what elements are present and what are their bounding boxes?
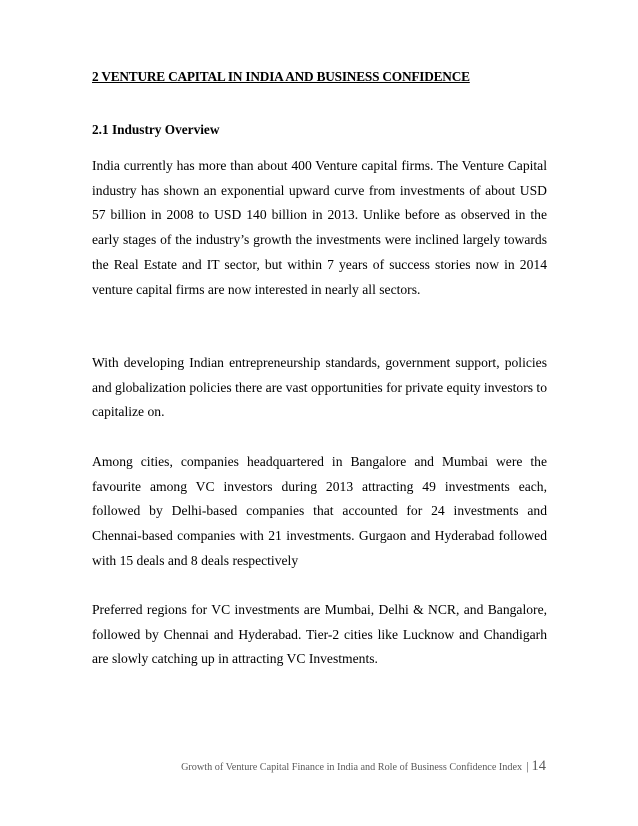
paragraph-regions: Preferred regions for VC investments are Mumbai, Delhi & NCR, and Bangalore, followed by Chennai and Hyderabad. Tier-2 cities like Lucknow and Chandigarh are slowly catching up in attracting VC Investments. xyxy=(92,602,547,667)
footer-separator: | xyxy=(526,759,529,773)
paragraph-cities: Among cities, companies headquartered in Bangalore and Mumbai were the favourite among VC investors during 2013 attracting 49 investments each, followed by Delhi-based companies that accounted for 24 investments and Chennai-based companies with 21 investments. Gurgaon and Hyderabad followed with 15 deals and 8 deals respectively xyxy=(92,454,547,568)
chapter-heading: 2 VENTURE CAPITAL IN INDIA AND BUSINESS CONFIDENCE xyxy=(92,69,470,84)
paragraph-industry-overview: India currently has more than about 400 Venture capital firms. The Venture Capital industry has shown an exponential upward curve from investments of about USD 57 billion in 2008 to USD 140 billion in 2013. Unlike before as observed in the early stages of the industry’s growth the investments were inclined largely towards the Real Estate and IT sector, but within 7 years of success stories now in 2014 venture capital firms are now interested in nearly all sectors. xyxy=(92,158,547,297)
section-heading: 2.1 Industry Overview xyxy=(92,122,220,137)
page-number: 14 xyxy=(531,758,546,774)
footer-title: Growth of Venture Capital Finance in India and Role of Business Confidence Index xyxy=(181,762,523,773)
paragraph-opportunities: With developing Indian entrepreneurship standards, government support, policies and globalization policies there are vast opportunities for private equity investors to capitalize on. xyxy=(92,355,547,420)
page-footer xyxy=(181,756,546,778)
